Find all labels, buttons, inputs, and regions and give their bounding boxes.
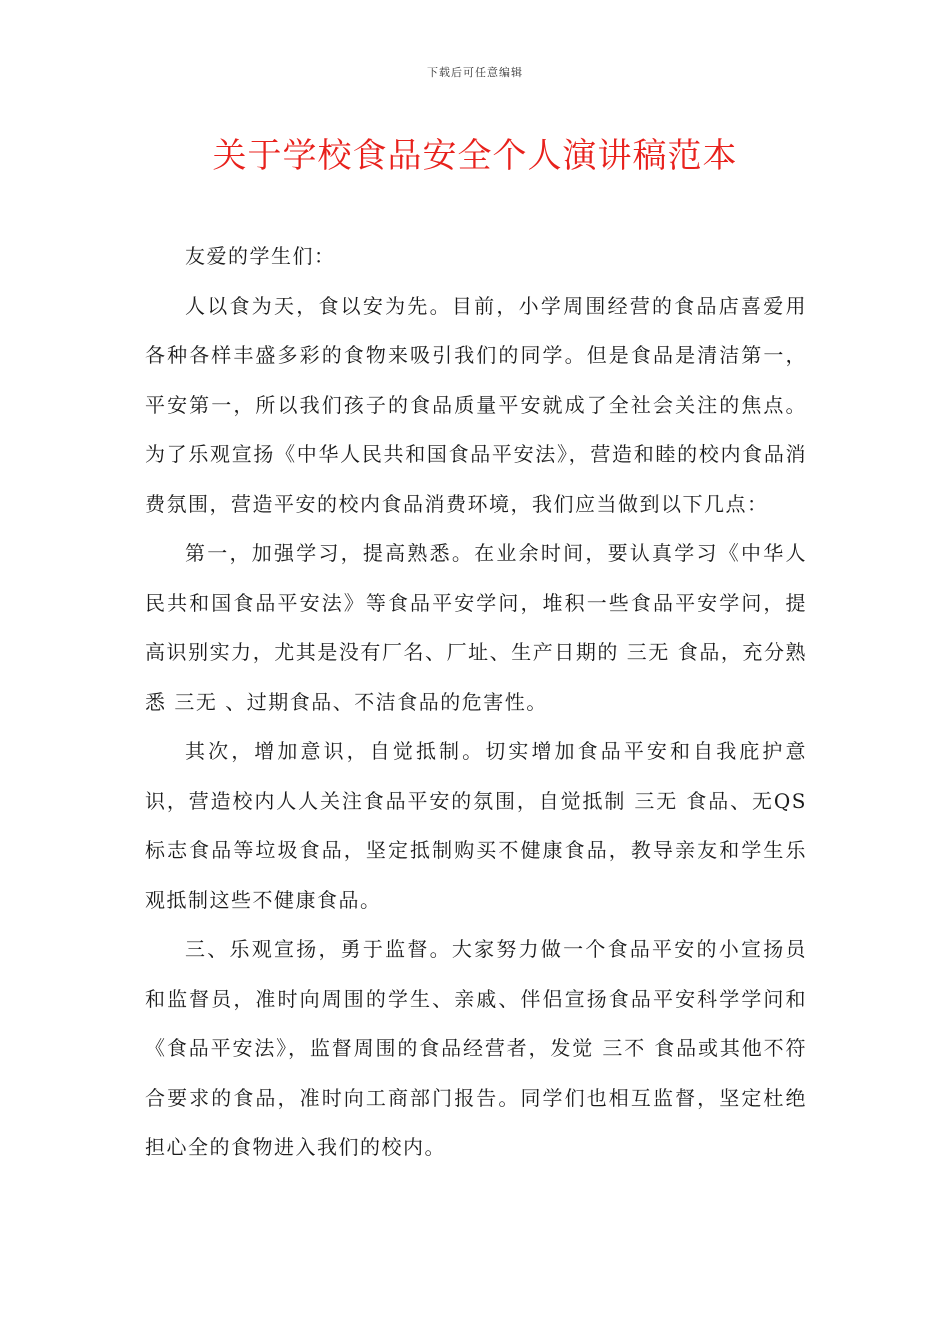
paragraph-intro: 人以食为天，食以安为先。目前，小学周围经营的食品店喜爱用各种各样丰盛多彩的食物来吸引我们的同学。但是食品是清洁第一，平安第一，所以我们孩子的食品质量平安就成了全社会关注的焦点。为了乐观宣扬《中华人民共和国食品平安法》，营造和睦的校内食品消费氛围，营造平安的校内食品消费环境，我们应当做到以下几点： xyxy=(145,293,807,516)
paragraph-point-1: 第一，加强学习，提高熟悉。在业余时间，要认真学习《中华人民共和国食品平安法》等食品平安学问，堆积一些食品平安学问，提高识别实力，尤其是没有厂名、厂址、生产日期的 三无 食品，充分熟悉 三无 、过期食品、不洁食品的危害性。 xyxy=(145,541,807,714)
salutation: 友爱的学生们： xyxy=(185,244,336,268)
paragraph-point-3: 三、乐观宣扬，勇于监督。大家努力做一个食品平安的小宣扬员和监督员，准时向周围的学生、亲戚、伴侣宣扬食品平安科学学问和《食品平安法》，监督周围的食品经营者，发觉 三不 食品或其他不符合要求的食品，准时向工商部门报告。同学们也相互监督，坚定杜绝担心全的食物进入我们的校内。 xyxy=(145,937,807,1159)
document-title: 关于学校食品安全个人演讲稿范本 xyxy=(212,136,738,176)
header-note: 下载后可任意编辑 xyxy=(427,66,523,79)
paragraph-point-2: 其次，增加意识，自觉抵制。切实增加食品平安和自我庇护意识，营造校内人人关注食品平安的氛围，自觉抵制 三无 食品、无QS标志食品等垃圾食品，坚定抵制购买不健康食品，教导亲友和学生乐观抵制这些不健康食品。 xyxy=(145,739,807,912)
document-body xyxy=(145,232,807,1173)
